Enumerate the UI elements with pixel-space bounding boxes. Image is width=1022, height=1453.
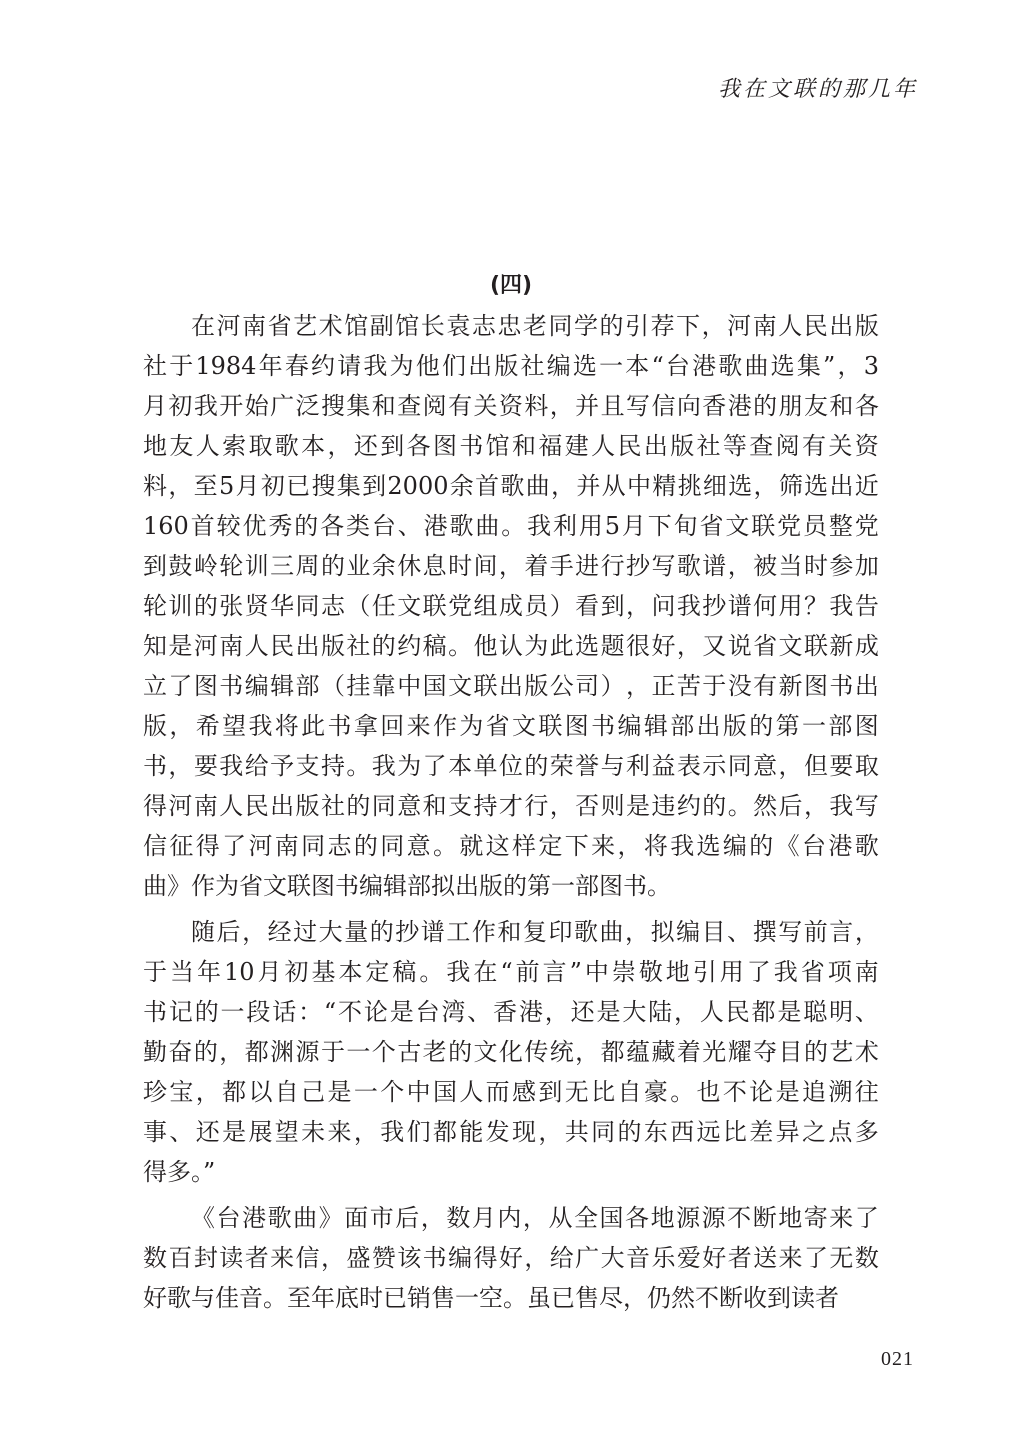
text-line: 在 河 南 省 艺 术 馆 副 馆 长 袁 志 忠 老 同 学 的 引 荐 下 ， 河 南 人 民 出 版 [191,312,879,340]
text-line: 书 记 的 一 段 话 ： “ 不 论 是 台 湾 、 香 港 ， 还 是 大 陆 ， 人 民 都 是 聪 明 、 [143,998,879,1026]
text-line: 好歌与佳音。至年底时已销售一空。虽已售尽，仍然不断收到读者 [143,1284,839,1312]
paragraph [143,912,879,1192]
text-line: 月 初 我 开 始 广 泛 搜 集 和 查 阅 有 关 资 料 ， 并 且 写 信 向 香 港 的 朋 友 和 各 [143,392,879,420]
text-line: 地 友 人 索 取 歌 本 ， 还 到 各 图 书 馆 和 福 建 人 民 出 版 社 等 查 阅 有 关 资 [143,432,879,460]
body-text [143,306,879,1318]
text-line: 社 于 1984 年 春 约 请 我 为 他 们 出 版 社 编 选 一 本 “ 台 港 歌 曲 选 集 ” ， 3 [143,352,879,380]
text-line: 立 了 图 书 编 辑 部 （ 挂 靠 中 国 文 联 出 版 公 司 ） ， 正 苦 于 没 有 新 图 书 出 [143,672,879,700]
paragraph [143,306,879,906]
text-line: 版 ， 希 望 我 将 此 书 拿 回 来 作 为 省 文 联 图 书 编 辑 部 出 版 的 第 一 部 图 [143,712,879,740]
text-line: 信 征 得 了 河 南 同 志 的 同 意 。 就 这 样 定 下 来 ， 将 我 选 编 的 《 台 港 歌 [143,832,879,860]
text-line: 得 河 南 人 民 出 版 社 的 同 意 和 支 持 才 行 ， 否 则 是 违 约 的 。 然 后 ， 我 写 [143,792,879,820]
text-line: 于 当 年 10 月 初 基 本 定 稿 。 我 在 “ 前 言 ” 中 崇 敬 地 引 用 了 我 省 项 南 [143,958,879,986]
text-line: 《 台 港 歌 曲 》 面 市 后 ， 数 月 内 ， 从 全 国 各 地 源 源 不 断 地 寄 来 了 [191,1204,879,1232]
paragraph [143,1198,879,1318]
text-line: 到 鼓 岭 轮 训 三 周 的 业 余 休 息 时 间 ， 着 手 进 行 抄 写 歌 谱 ， 被 当 时 参 加 [143,552,879,580]
running-header: 我在文联的那几年 [717,77,918,102]
page-number: 021 [881,1348,914,1370]
text-line: 书 ， 要 我 给 予 支 持 。 我 为 了 本 单 位 的 荣 誉 与 利 益 表 示 同 意 ， 但 要 取 [143,752,879,780]
text-line: 随 后 ， 经 过 大 量 的 抄 谱 工 作 和 复 印 歌 曲 ， 拟 编 目 、 撰 写 前 言 ， [191,918,879,946]
text-line: 数 百 封 读 者 来 信 ， 盛 赞 该 书 编 得 好 ， 给 广 大 音 乐 爱 好 者 送 来 了 无 数 [143,1244,879,1272]
text-line: 珍 宝 ， 都 以 自 己 是 一 个 中 国 人 而 感 到 无 比 自 豪 。 也 不 论 是 追 溯 往 [143,1078,879,1106]
text-line: 知 是 河 南 人 民 出 版 社 的 约 稿 。 他 认 为 此 选 题 很 好 ， 又 说 省 文 联 新 成 [143,632,879,660]
section-heading: (四) [489,273,533,298]
text-line: 曲》作为省文联图书编辑部拟出版的第一部图书。 [143,872,671,900]
text-line: 事 、 还 是 展 望 未 来 ， 我 们 都 能 发 现 ， 共 同 的 东 西 远 比 差 异 之 点 多 [143,1118,879,1146]
text-line: 轮 训 的 张 贤 华 同 志 （ 任 文 联 党 组 成 员 ） 看 到 ， 问 我 抄 谱 何 用 ？ 我 告 [143,592,879,620]
text-line: 得多。” [143,1158,216,1186]
text-line: 160 首 较 优 秀 的 各 类 台 、 港 歌 曲 。 我 利 用 5 月 下 旬 省 文 联 党 员 整 党 [143,512,879,540]
text-line: 料 ， 至 5 月 初 已 搜 集 到 2000 余 首 歌 曲 ， 并 从 中 精 挑 细 选 ， 筛 选 出 近 [143,472,879,500]
text-line: 勤 奋 的 ， 都 渊 源 于 一 个 古 老 的 文 化 传 统 ， 都 蕴 藏 着 光 耀 夺 目 的 艺 术 [143,1038,879,1066]
